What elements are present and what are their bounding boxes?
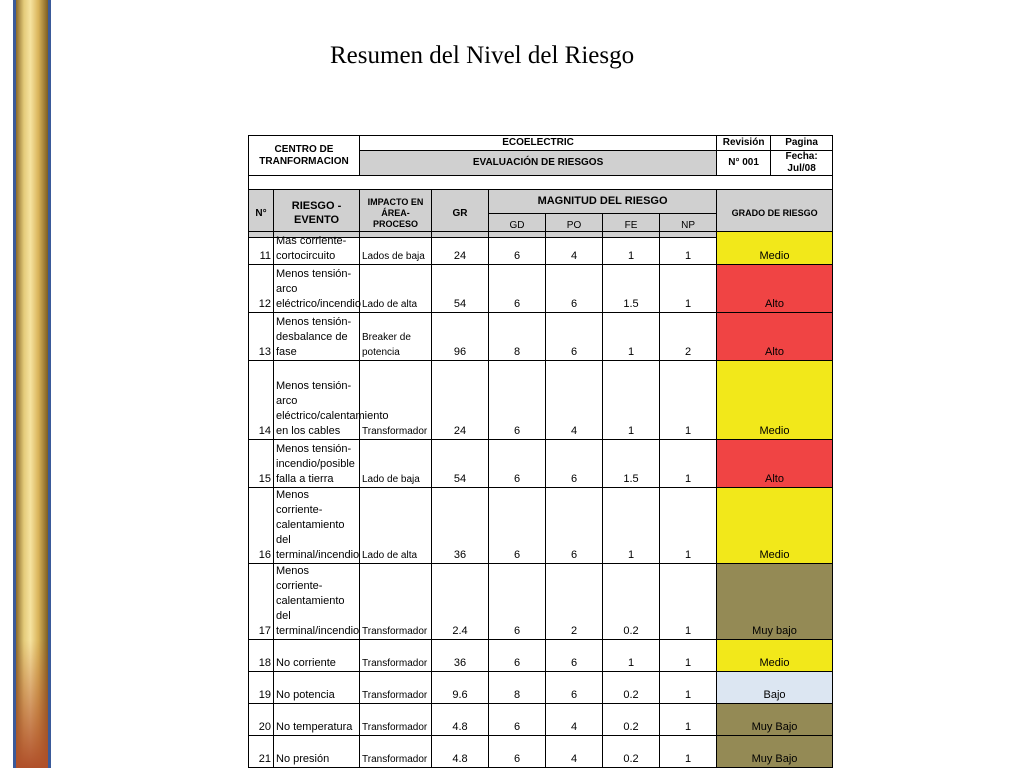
row-number: 18 <box>249 640 274 672</box>
riesgo-cell: No corriente <box>274 640 360 672</box>
col-n-header: N° <box>249 190 274 238</box>
pagina-label: Pagina <box>771 136 833 151</box>
po-cell: 6 <box>546 440 603 488</box>
grado-cell: Bajo <box>717 672 833 704</box>
po-cell: 4 <box>546 232 603 265</box>
riesgo-cell: No potencia <box>274 672 360 704</box>
row-number: 21 <box>249 736 274 768</box>
table-row <box>249 672 833 704</box>
row-number: 17 <box>249 564 274 640</box>
decorative-side-bar-fade <box>16 640 48 768</box>
gd-cell: 6 <box>489 640 546 672</box>
riesgo-cell: No temperatura <box>274 704 360 736</box>
col-po-header: PO <box>546 214 603 238</box>
fe-cell: 0.2 <box>603 564 660 640</box>
grado-cell: Muy Bajo <box>717 736 833 768</box>
table-row <box>249 736 833 768</box>
gd-cell: 6 <box>489 488 546 564</box>
gr-cell: 24 <box>432 232 489 265</box>
fe-cell: 1.5 <box>603 265 660 313</box>
slide-title: Resumen del Nivel del Riesgo <box>330 42 635 69</box>
np-cell: 1 <box>660 232 717 265</box>
col-np-header: NP <box>660 214 717 238</box>
np-cell: 1 <box>660 736 717 768</box>
fe-cell: 1 <box>603 313 660 361</box>
document-date: Fecha: Jul/08 <box>771 151 833 176</box>
np-cell: 1 <box>660 265 717 313</box>
gr-cell: 54 <box>432 265 489 313</box>
revision-label: Revisión <box>717 136 771 151</box>
gr-cell: 36 <box>432 488 489 564</box>
gd-cell: 6 <box>489 361 546 440</box>
gr-cell: 36 <box>432 640 489 672</box>
header-table <box>248 135 833 238</box>
fe-cell: 1.5 <box>603 440 660 488</box>
table-row <box>249 440 833 488</box>
grado-cell: Medio <box>717 361 833 440</box>
riesgo-cell: Menos tensión-arco eléctrico/incendio <box>274 265 360 313</box>
gd-cell: 6 <box>489 564 546 640</box>
np-cell: 1 <box>660 672 717 704</box>
fe-cell: 0.2 <box>603 704 660 736</box>
fe-cell: 0.2 <box>603 736 660 768</box>
gr-cell: 9.6 <box>432 672 489 704</box>
impacto-cell: Lados de baja <box>360 232 432 265</box>
gd-cell: 6 <box>489 440 546 488</box>
table-row <box>249 564 833 640</box>
spacer-row <box>249 176 833 190</box>
impacto-cell: Transformador <box>360 736 432 768</box>
col-grado-header: GRADO DE RIESGO <box>717 190 833 238</box>
col-magnitud-header: MAGNITUD DEL RIESGO <box>489 190 717 214</box>
gr-cell: 4.8 <box>432 704 489 736</box>
np-cell: 1 <box>660 488 717 564</box>
row-number: 16 <box>249 488 274 564</box>
gr-cell: 4.8 <box>432 736 489 768</box>
col-fe-header: FE <box>603 214 660 238</box>
row-number: 14 <box>249 361 274 440</box>
gd-cell: 8 <box>489 313 546 361</box>
col-impacto-header: IMPACTO EN ÁREA-PROCESO <box>360 190 432 238</box>
risk-table <box>248 231 833 768</box>
impacto-cell: Lado de baja <box>360 440 432 488</box>
np-cell: 1 <box>660 564 717 640</box>
impacto-cell: Transformador <box>360 640 432 672</box>
table-row <box>249 488 833 564</box>
fe-cell: 1 <box>603 361 660 440</box>
fe-cell: 1 <box>603 232 660 265</box>
table-row <box>249 232 833 265</box>
row-number: 20 <box>249 704 274 736</box>
col-gd-header: GD <box>489 214 546 238</box>
po-cell: 4 <box>546 736 603 768</box>
fe-cell: 1 <box>603 488 660 564</box>
col-riesgo-header: RIESGO - EVENTO <box>274 190 360 238</box>
impacto-cell: Transformador <box>360 564 432 640</box>
np-cell: 1 <box>660 640 717 672</box>
row-number: 13 <box>249 313 274 361</box>
table-row <box>249 640 833 672</box>
fe-cell: 0.2 <box>603 672 660 704</box>
table-row <box>249 361 833 440</box>
grado-cell: Alto <box>717 440 833 488</box>
gd-cell: 8 <box>489 672 546 704</box>
grado-cell: Alto <box>717 265 833 313</box>
gr-cell: 24 <box>432 361 489 440</box>
table-row <box>249 704 833 736</box>
po-cell: 6 <box>546 488 603 564</box>
table-row <box>249 313 833 361</box>
impacto-cell: Transformador <box>360 361 432 440</box>
impacto-cell: Transformador <box>360 672 432 704</box>
impacto-cell: Lado de alta <box>360 265 432 313</box>
col-gr-header: GR <box>432 190 489 238</box>
riesgo-cell: Menos tensión-desbalance de fase <box>274 313 360 361</box>
np-cell: 1 <box>660 361 717 440</box>
np-cell: 1 <box>660 440 717 488</box>
impacto-cell: Lado de alta <box>360 488 432 564</box>
row-number: 12 <box>249 265 274 313</box>
grado-cell: Medio <box>717 640 833 672</box>
grado-cell: Medio <box>717 488 833 564</box>
table-row <box>249 265 833 313</box>
document-number: N° 001 <box>717 151 771 176</box>
impacto-cell: Breaker de potencia <box>360 313 432 361</box>
gd-cell: 6 <box>489 265 546 313</box>
company-name: ECOELECTRIC <box>360 136 717 151</box>
riesgo-cell: Mas corriente-cortocircuito <box>274 232 360 265</box>
grado-cell: Medio <box>717 232 833 265</box>
grado-cell: Muy bajo <box>717 564 833 640</box>
riesgo-cell: Menos tensión-arco eléctrico/calentamiento en los cables <box>274 361 360 440</box>
grado-cell: Alto <box>717 313 833 361</box>
gr-cell: 54 <box>432 440 489 488</box>
gd-cell: 6 <box>489 232 546 265</box>
po-cell: 4 <box>546 704 603 736</box>
row-number: 11 <box>249 232 274 265</box>
riesgo-cell: Menos corriente-calentamiento del terminal/incendio <box>274 488 360 564</box>
po-cell: 6 <box>546 672 603 704</box>
impacto-cell: Transformador <box>360 704 432 736</box>
gd-cell: 6 <box>489 704 546 736</box>
po-cell: 6 <box>546 265 603 313</box>
evaluacion-label: EVALUACIÓN DE RIESGOS <box>360 151 717 176</box>
np-cell: 1 <box>660 704 717 736</box>
row-number: 19 <box>249 672 274 704</box>
gr-cell: 2.4 <box>432 564 489 640</box>
gd-cell: 6 <box>489 736 546 768</box>
po-cell: 4 <box>546 361 603 440</box>
riesgo-cell: Menos tensión-incendio/posible falla a tierra <box>274 440 360 488</box>
po-cell: 6 <box>546 313 603 361</box>
riesgo-cell: Menos corriente-calentamiento del terminal/incendio <box>274 564 360 640</box>
fe-cell: 1 <box>603 640 660 672</box>
riesgo-cell: No presión <box>274 736 360 768</box>
po-cell: 6 <box>546 640 603 672</box>
centro-label: CENTRO DE TRANFORMACION <box>249 136 360 176</box>
grado-cell: Muy Bajo <box>717 704 833 736</box>
po-cell: 2 <box>546 564 603 640</box>
np-cell: 2 <box>660 313 717 361</box>
row-number: 15 <box>249 440 274 488</box>
gr-cell: 96 <box>432 313 489 361</box>
